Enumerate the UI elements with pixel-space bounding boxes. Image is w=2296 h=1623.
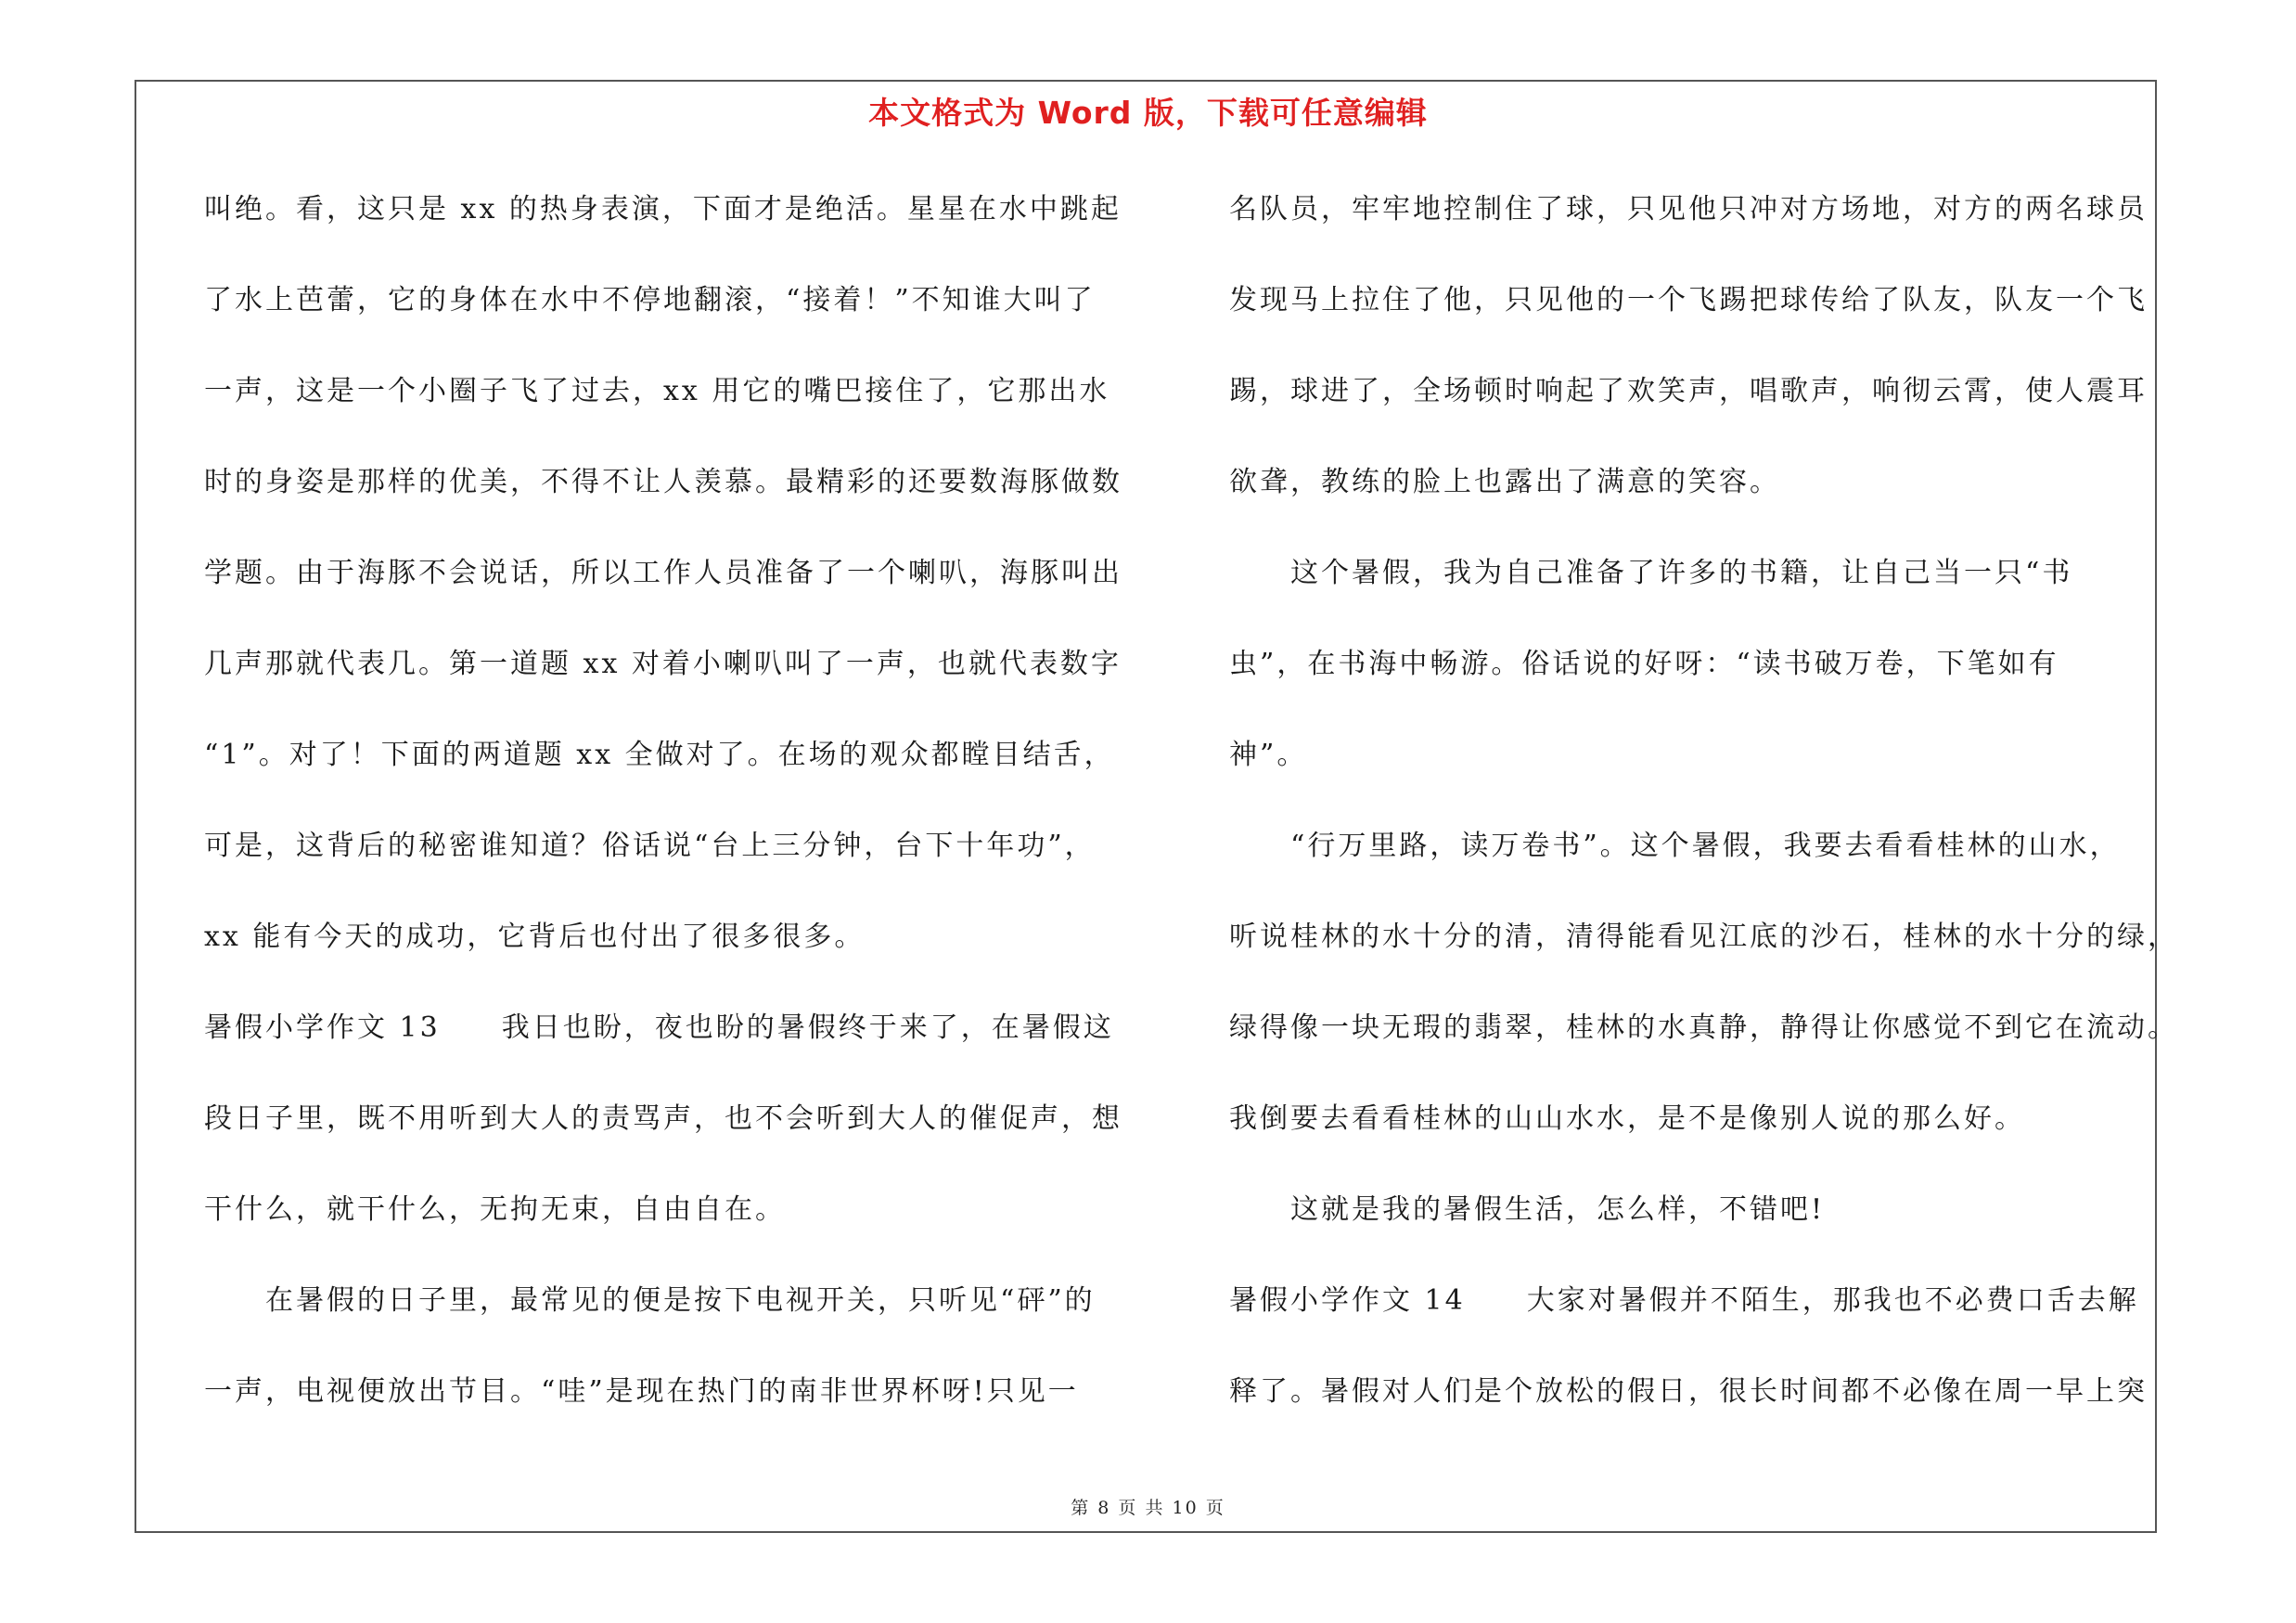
- text-line: 听说桂林的水十分的清，清得能看见江底的沙石，桂林的水十分的绿，: [1229, 921, 2178, 953]
- page-number-footer: 第 8 页 共 10 页: [1071, 1498, 1225, 1518]
- text-line: 发现马上拉住了他，只见他的一个飞踢把球传给了队友，队友一个飞: [1229, 284, 2148, 316]
- paragraph-start-line: 这个暑假，我为自己准备了许多的书籍，让自己当一只“书: [1290, 557, 2073, 589]
- section-heading-line: 暑假小学作文 13 我日也盼，夜也盼的暑假终于来了，在暑假这: [204, 1011, 1114, 1044]
- text-line: xx 能有今天的成功，它背后也付出了很多很多。: [204, 921, 866, 953]
- text-line: 我倒要去看看桂林的山山水水，是不是像别人说的那么好。: [1229, 1102, 2025, 1135]
- text-line: 一声，电视便放出节目。“哇”是现在热门的南非世界杯呀!只见一: [204, 1375, 1079, 1408]
- text-line: 段日子里，既不用听到大人的责骂声，也不会听到大人的催促声，想: [204, 1102, 1122, 1135]
- text-line: 可是，这背后的秘密谁知道？俗话说“台上三分钟，台下十年功”，: [204, 830, 1096, 862]
- text-line: 虫”，在书海中畅游。俗话说的好呀：“读书破万卷，下笔如有: [1229, 648, 2059, 680]
- text-line: “1”。对了！下面的两道题 xx 全做对了。在场的观众都瞠目结舌，: [204, 739, 1115, 771]
- text-line: 绿得像一块无瑕的翡翠，桂林的水真静，静得让你感觉不到它在流动。: [1229, 1011, 2178, 1044]
- section-heading-line: 暑假小学作文 14 大家对暑假并不陌生，那我也不必费口舌去解: [1229, 1284, 2139, 1317]
- text-line: 一声，这是一个小圈子飞了过去，xx 用它的嘴巴接住了，它那出水: [204, 375, 1110, 407]
- text-line: 神”。: [1229, 739, 1308, 771]
- text-line: 时的身姿是那样的优美，不得不让人羡慕。最精彩的还要数海豚做数: [204, 466, 1122, 498]
- paragraph-start-line: 在暑假的日子里，最常见的便是按下电视开关，只听见“砰”的: [265, 1284, 1096, 1317]
- paragraph-start-line: “行万里路，读万卷书”。这个暑假，我要去看看桂林的山水，: [1290, 830, 2121, 862]
- text-line: 干什么，就干什么，无拘无束，自由自在。: [204, 1193, 786, 1226]
- header-banner: 本文格式为 Word 版，下载可任意编辑: [868, 95, 1428, 131]
- text-line: 欲聋，教练的脸上也露出了满意的笑容。: [1229, 466, 1780, 498]
- text-line: 释了。暑假对人们是个放松的假日，很长时间都不必像在周一早上突: [1229, 1375, 2148, 1408]
- text-line: 叫绝。看，这只是 xx 的热身表演，下面才是绝活。星星在水中跳起: [204, 193, 1122, 225]
- text-line: 学题。由于海豚不会说话，所以工作人员准备了一个喇叭，海豚叫出: [204, 557, 1122, 589]
- paragraph-start-line: 这就是我的暑假生活，怎么样，不错吧!: [1290, 1193, 1826, 1226]
- text-line: 几声那就代表几。第一道题 xx 对着小喇叭叫了一声，也就代表数字: [204, 648, 1122, 680]
- left-column: [204, 182, 1134, 1455]
- right-column: [1229, 182, 2178, 1455]
- text-line: 踢，球进了，全场顿时响起了欢笑声，唱歌声，响彻云霄，使人震耳: [1229, 375, 2148, 407]
- text-line: 了水上芭蕾，它的身体在水中不停地翻滚，“接着！”不知谁大叫了: [204, 284, 1096, 316]
- text-line: 名队员，牢牢地控制住了球，只见他只冲对方场地，对方的两名球员: [1229, 193, 2148, 225]
